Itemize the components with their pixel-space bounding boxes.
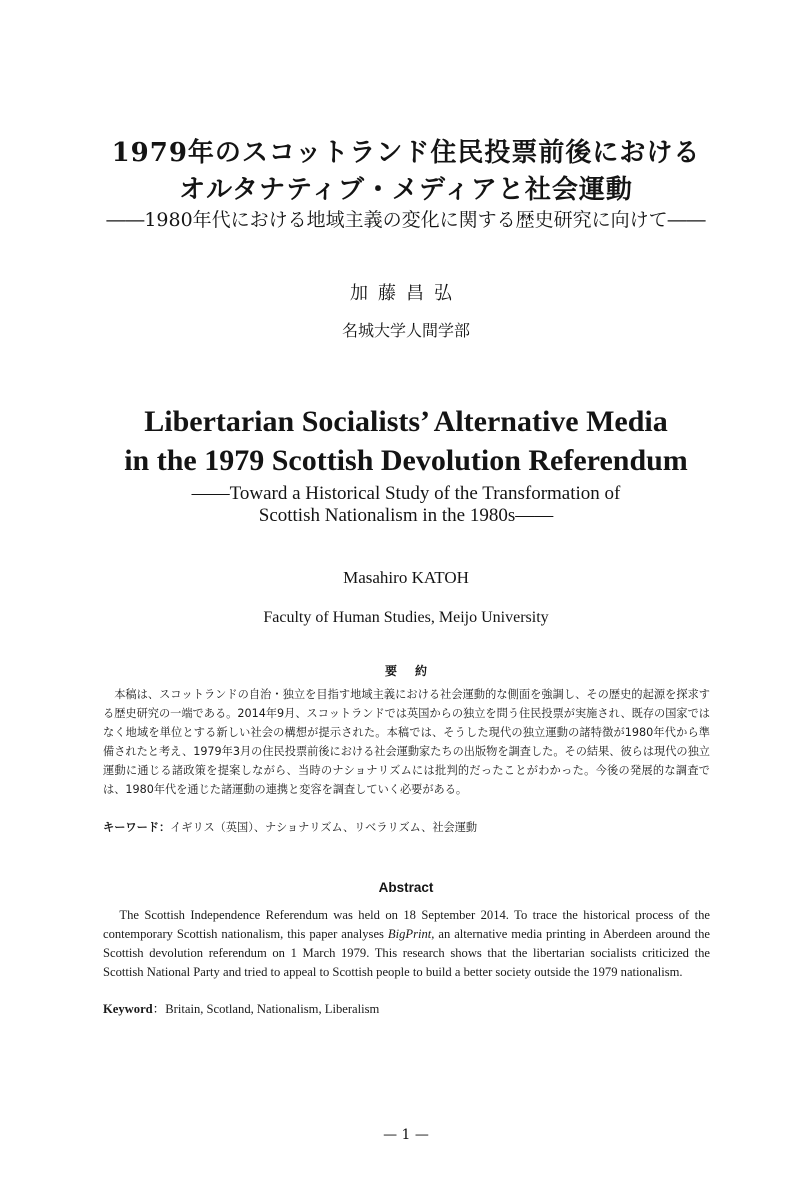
page-number: — 1 — [383,1127,429,1143]
abstract-text-part-2: , an alternative media printing in Aberdeen around the Scottish devolution referendum on 1 March 1979. This research shows that the libertarian socialists criticized the Scottish National Party and tried to appeal to Scottish people to build a better society outside the 1979 nationalism. [103,927,711,979]
english-title-line-1: Libertarian Socialists’ Alternative Media [144,405,668,438]
japanese-keywords-label: キーワード： [103,821,171,834]
english-subtitle-line-2: Scottish Nationalism in the 1980s―― [258,505,554,526]
abstract-heading: Abstract [378,880,434,895]
english-author: Masahiro KATOH [343,568,469,587]
english-keywords: Britain, Scotland, Nationalism, Liberalism [165,1002,380,1016]
japanese-title-line-1: 1979年のスコットランド住民投票前後における [111,138,701,168]
english-title-line-2: in the 1979 Scottish Devolution Referendum [124,444,688,477]
japanese-author: 加藤昌弘 [350,283,462,304]
japanese-title-line-2: オルタナティブ・メディアと社会運動 [179,175,633,205]
english-keywords-separator: ： [152,1002,166,1016]
english-keywords-label: Keyword [103,1002,153,1016]
japanese-summary-heading: 要約 [384,664,445,678]
japanese-keywords: イギリス（英国）、ナショナリズム、リベラリズム、社会運動 [170,821,478,834]
english-subtitle-line-1: ――Toward a Historical Study of the Transformation of [191,483,621,504]
abstract-italic-title: BigPrint [387,927,432,941]
english-affiliation: Faculty of Human Studies, Meijo University [263,609,549,626]
japanese-keywords-line [103,818,710,837]
english-keywords-line [103,1000,710,1019]
japanese-affiliation: 名城大学人間学部 [341,321,470,340]
japanese-summary: 本稿は、スコットランドの自治・独立を目指す地域主義における社会運動的な側面を強調し、その歴史的起源を探求する歴史研究の一端である。2014年9月、スコットランドでは英国からの独立を問う住民投票が実施され、既存の国家ではなく地域を単位とする新しい社会の構想が提示された。本稿では、そうした現代の独立運動の諸特徴が1980年代から準備されたと考え、1979年3月の住民投票前後における社会運動家たちの出版物を調査した。その結果、彼らは現代の独立運動に通じる諸政策を提案しながら、当時のナショナリズムには批判的だったことがわかった。今後の発展的な調査では、1980年代を通じた諸運動の連携と変容を調査していく必要がある。 [103,688,710,796]
japanese-subtitle: ――1980年代における地域主義の変化に関する歴史研究に向けて―― [106,209,706,231]
abstract-text-part-1: The Scottish Independence Referendum was held on 18 September 2014. To trace the historical process of the contemporary Scottish nationalism, this paper analyses [103,908,710,941]
english-abstract [103,906,710,982]
